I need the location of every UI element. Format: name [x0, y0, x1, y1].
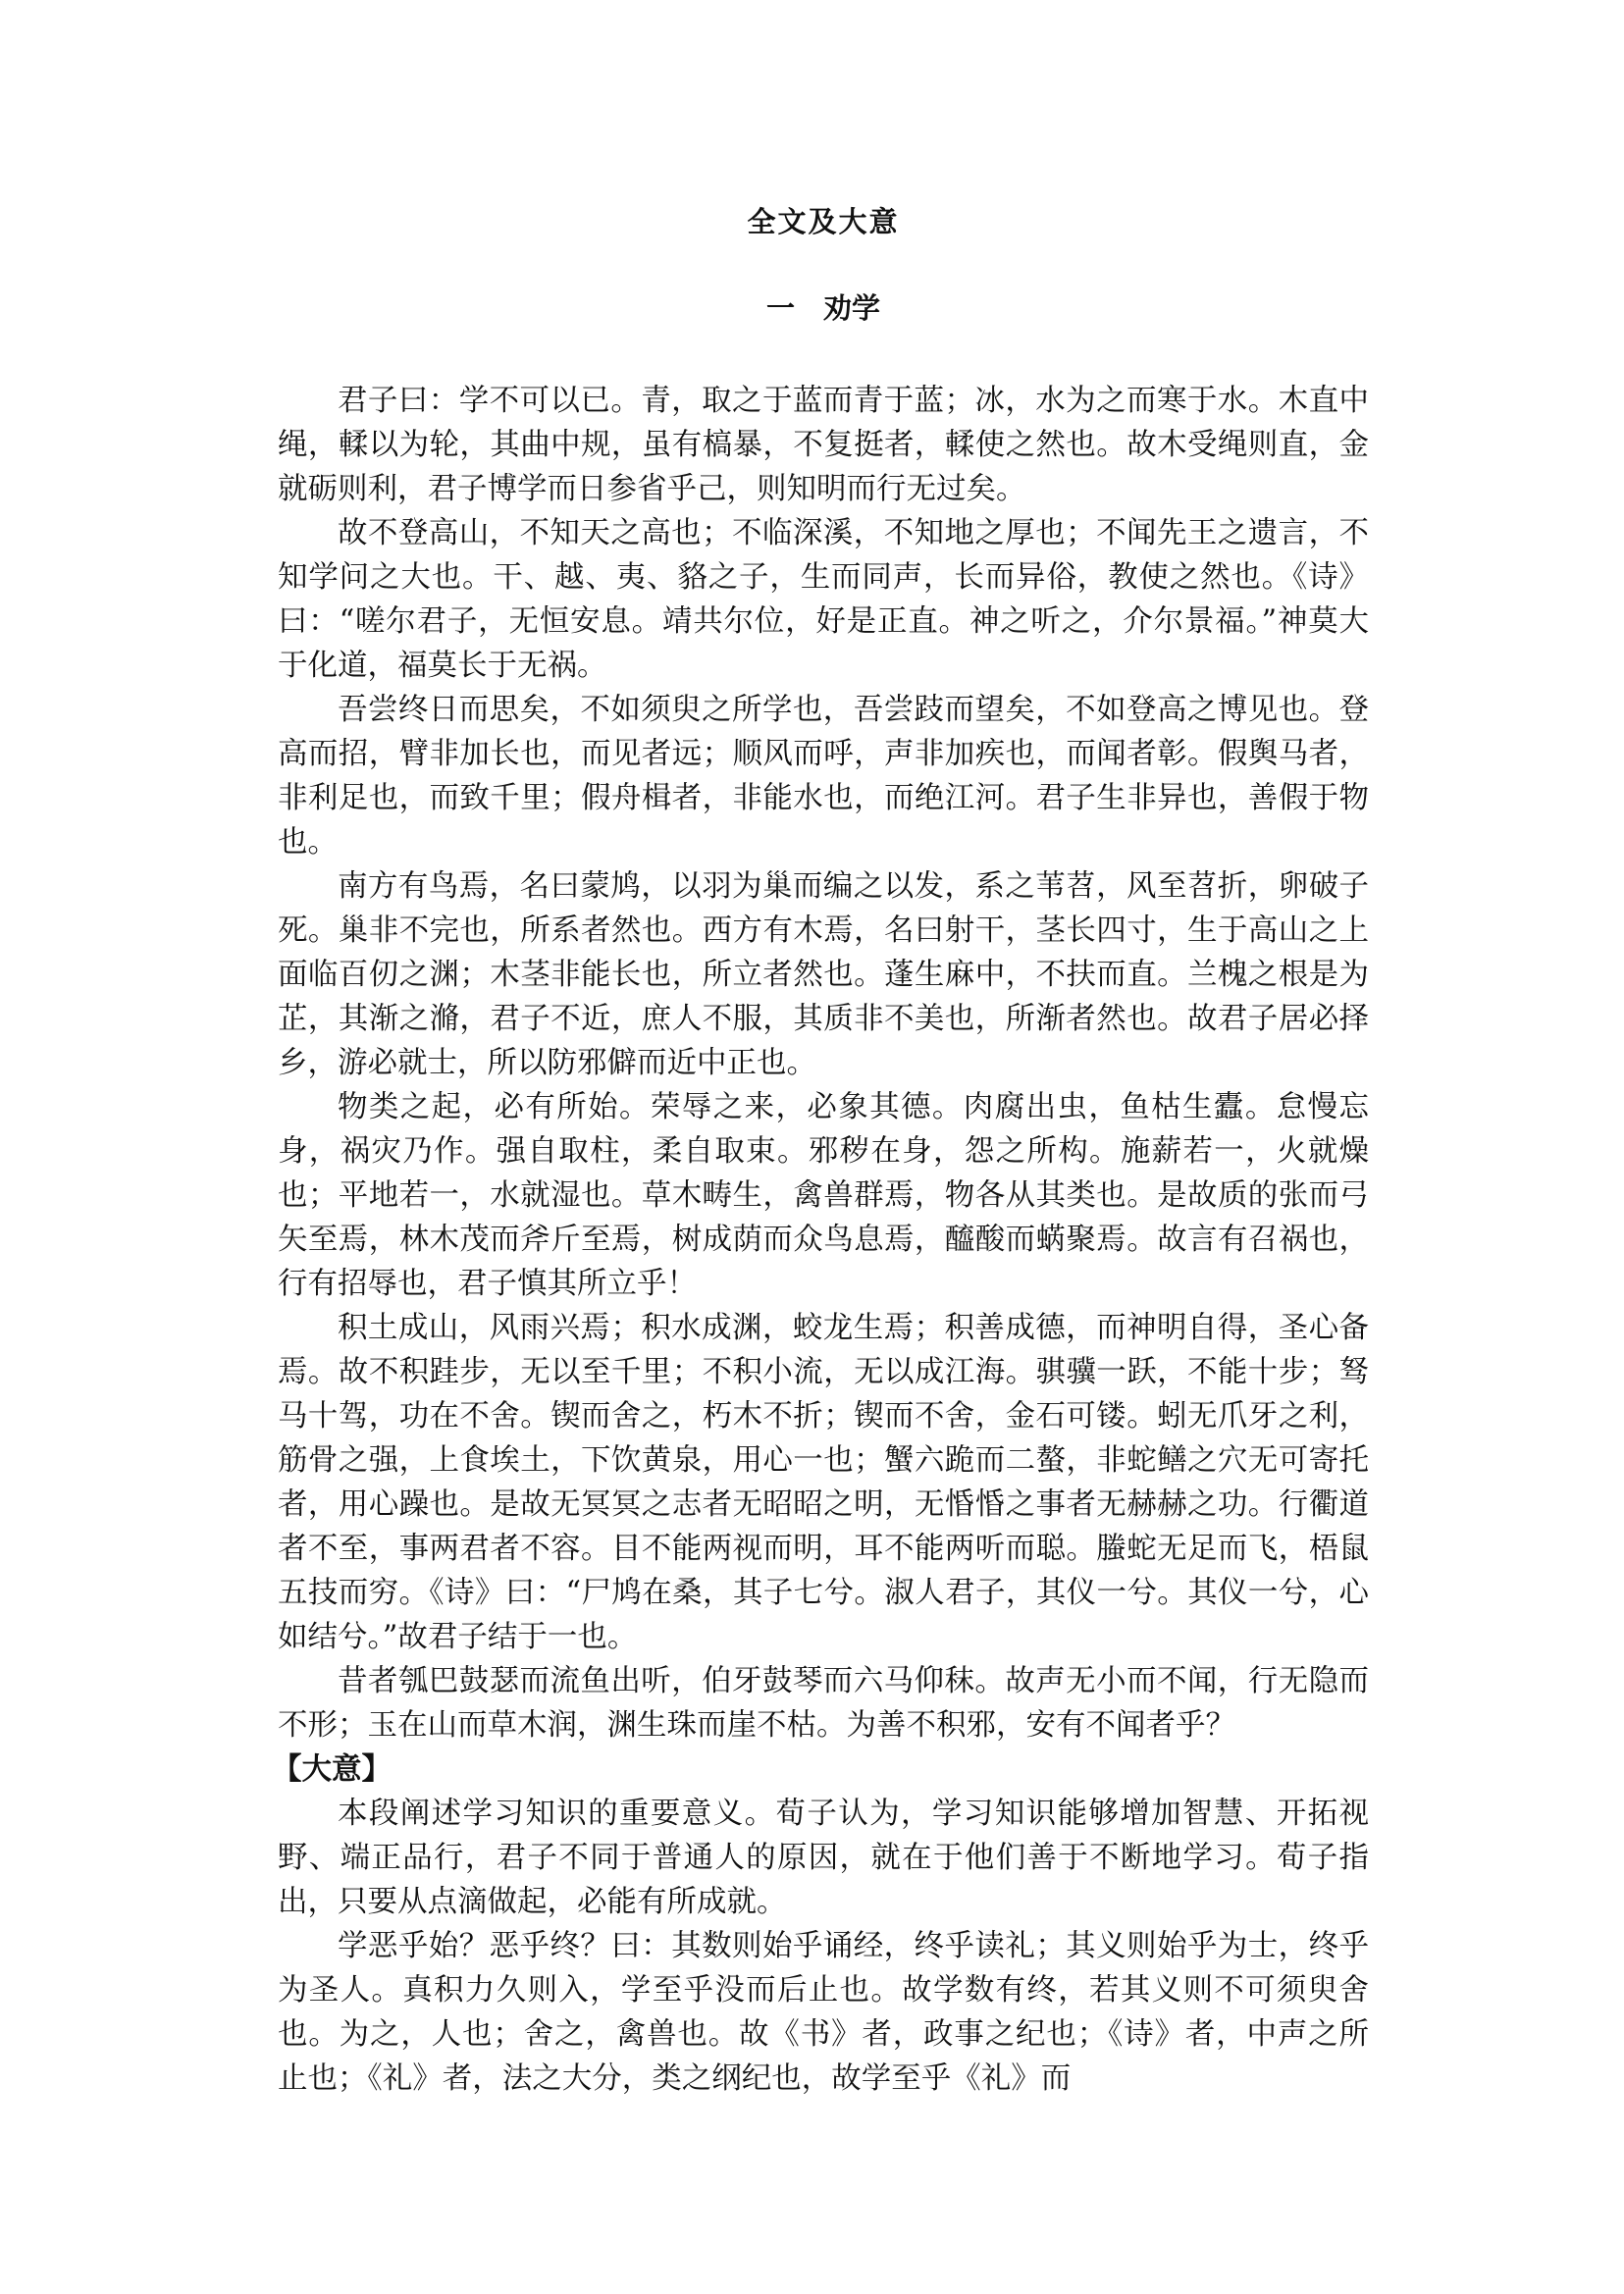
document-body	[272, 379, 1369, 2101]
body-paragraph: 学恶乎始？恶乎终？曰：其数则始乎诵经，终乎读礼；其义则始乎为士，终乎为圣人。真积力久则入，学至乎没而后止也。故学数有终，若其义则不可须臾舍也。为之，人也；舍之，禽兽也。故《书》者，政事之纪也；《诗》者，中声之所止也；《礼》者，法之大分，类之纲纪也，故学至乎《礼》而	[278, 1929, 1369, 2096]
body-paragraph: 南方有鸟焉，名曰蒙鸠，以羽为巢而编之以发，系之苇苕，风至苕折，卵破子死。巢非不完也，所系者然也。西方有木焉，名曰射干，茎长四寸，生于高山之上面临百仞之渊；木茎非能长也，所立者然也。蓬生麻中，不扶而直。兰槐之根是为芷，其渐之滫，君子不近，庶人不服，其质非不美也，所渐者然也。故君子居必择乡，游必就士，所以防邪僻而近中正也。	[278, 869, 1369, 1080]
body-paragraph: 故不登高山，不知天之高也；不临深溪，不知地之厚也；不闻先王之遗言，不知学问之大也。干、越、夷、貉之子，生而同声，长而异俗，教使之然也。《诗》曰：“嗟尔君子，无恒安息。靖共尔位，好是正直。神之听之，介尔景福。”神莫大于化道，福莫长于无祸。	[278, 516, 1369, 683]
page-title: 全文及大意	[747, 205, 900, 238]
body-paragraph: 昔者瓠巴鼓瑟而流鱼出听，伯牙鼓琴而六马仰秣。故声无小而不闻，行无隐而不形；玉在山而草木润，渊生珠而崖不枯。为善不积邪，安有不闻者乎？	[278, 1664, 1369, 1743]
summary-paragraph: 本段阐述学习知识的重要意义。荀子认为，学习知识能够增加智慧、开拓视野、端正品行，君子不同于普通人的原因，就在于他们善于不断地学习。荀子指出，只要从点滴做起，必能有所成就。	[278, 1797, 1369, 1919]
body-paragraph: 君子曰：学不可以已。青，取之于蓝而青于蓝；冰，水为之而寒于水。木直中绳，輮以为轮，其曲中规，虽有槁暴，不复挺者，輮使之然也。故木受绳则直，金就砺则利，君子博学而日参省乎己，则知明而行无过矣。	[278, 384, 1369, 506]
body-paragraph: 物类之起，必有所始。荣辱之来，必象其德。肉腐出虫，鱼枯生蠹。怠慢忘身，祸灾乃作。强自取柱，柔自取束。邪秽在身，怨之所构。施薪若一，火就燥也；平地若一，水就湿也。草木畴生，禽兽群焉，物各从其类也。是故质的张而弓矢至焉，林木茂而斧斤至焉，树成荫而众鸟息焉，醯酸而蜹聚焉。故言有召祸也，行有招辱也，君子慎其所立乎！	[278, 1090, 1369, 1301]
body-paragraph: 吾尝终日而思矣，不如须臾之所学也，吾尝跂而望矣，不如登高之博见也。登高而招，臂非加长也，而见者远；顺风而呼，声非加疾也，而闻者彰。假舆马者，非利足也，而致千里；假舟楫者，非能水也，而绝江河。君子生非异也，善假于物也。	[278, 693, 1369, 860]
section-title: 一 劝学	[765, 291, 880, 325]
body-paragraph: 积土成山，风雨兴焉；积水成渊，蛟龙生焉；积善成德，而神明自得，圣心备焉。故不积跬步，无以至千里；不积小流，无以成江海。骐骥一跃，不能十步；驽马十驾，功在不舍。锲而舍之，朽木不折；锲而不舍，金石可镂。蚓无爪牙之利，筋骨之强，上食埃土，下饮黄泉，用心一也；蟹六跪而二螯，非蛇鳝之穴无可寄托者，用心躁也。是故无冥冥之志者无昭昭之明，无惛惛之事者无赫赫之功。行衢道者不至，事两君者不容。目不能两视而明，耳不能两听而聪。螣蛇无足而飞，梧鼠五技而穷。《诗》曰：“尸鸠在桑，其子七兮。淑人君子，其仪一兮。其仪一兮，心如结兮。”故君子结于一也。	[278, 1311, 1369, 1654]
summary-heading: 【大意】	[272, 1752, 392, 1787]
